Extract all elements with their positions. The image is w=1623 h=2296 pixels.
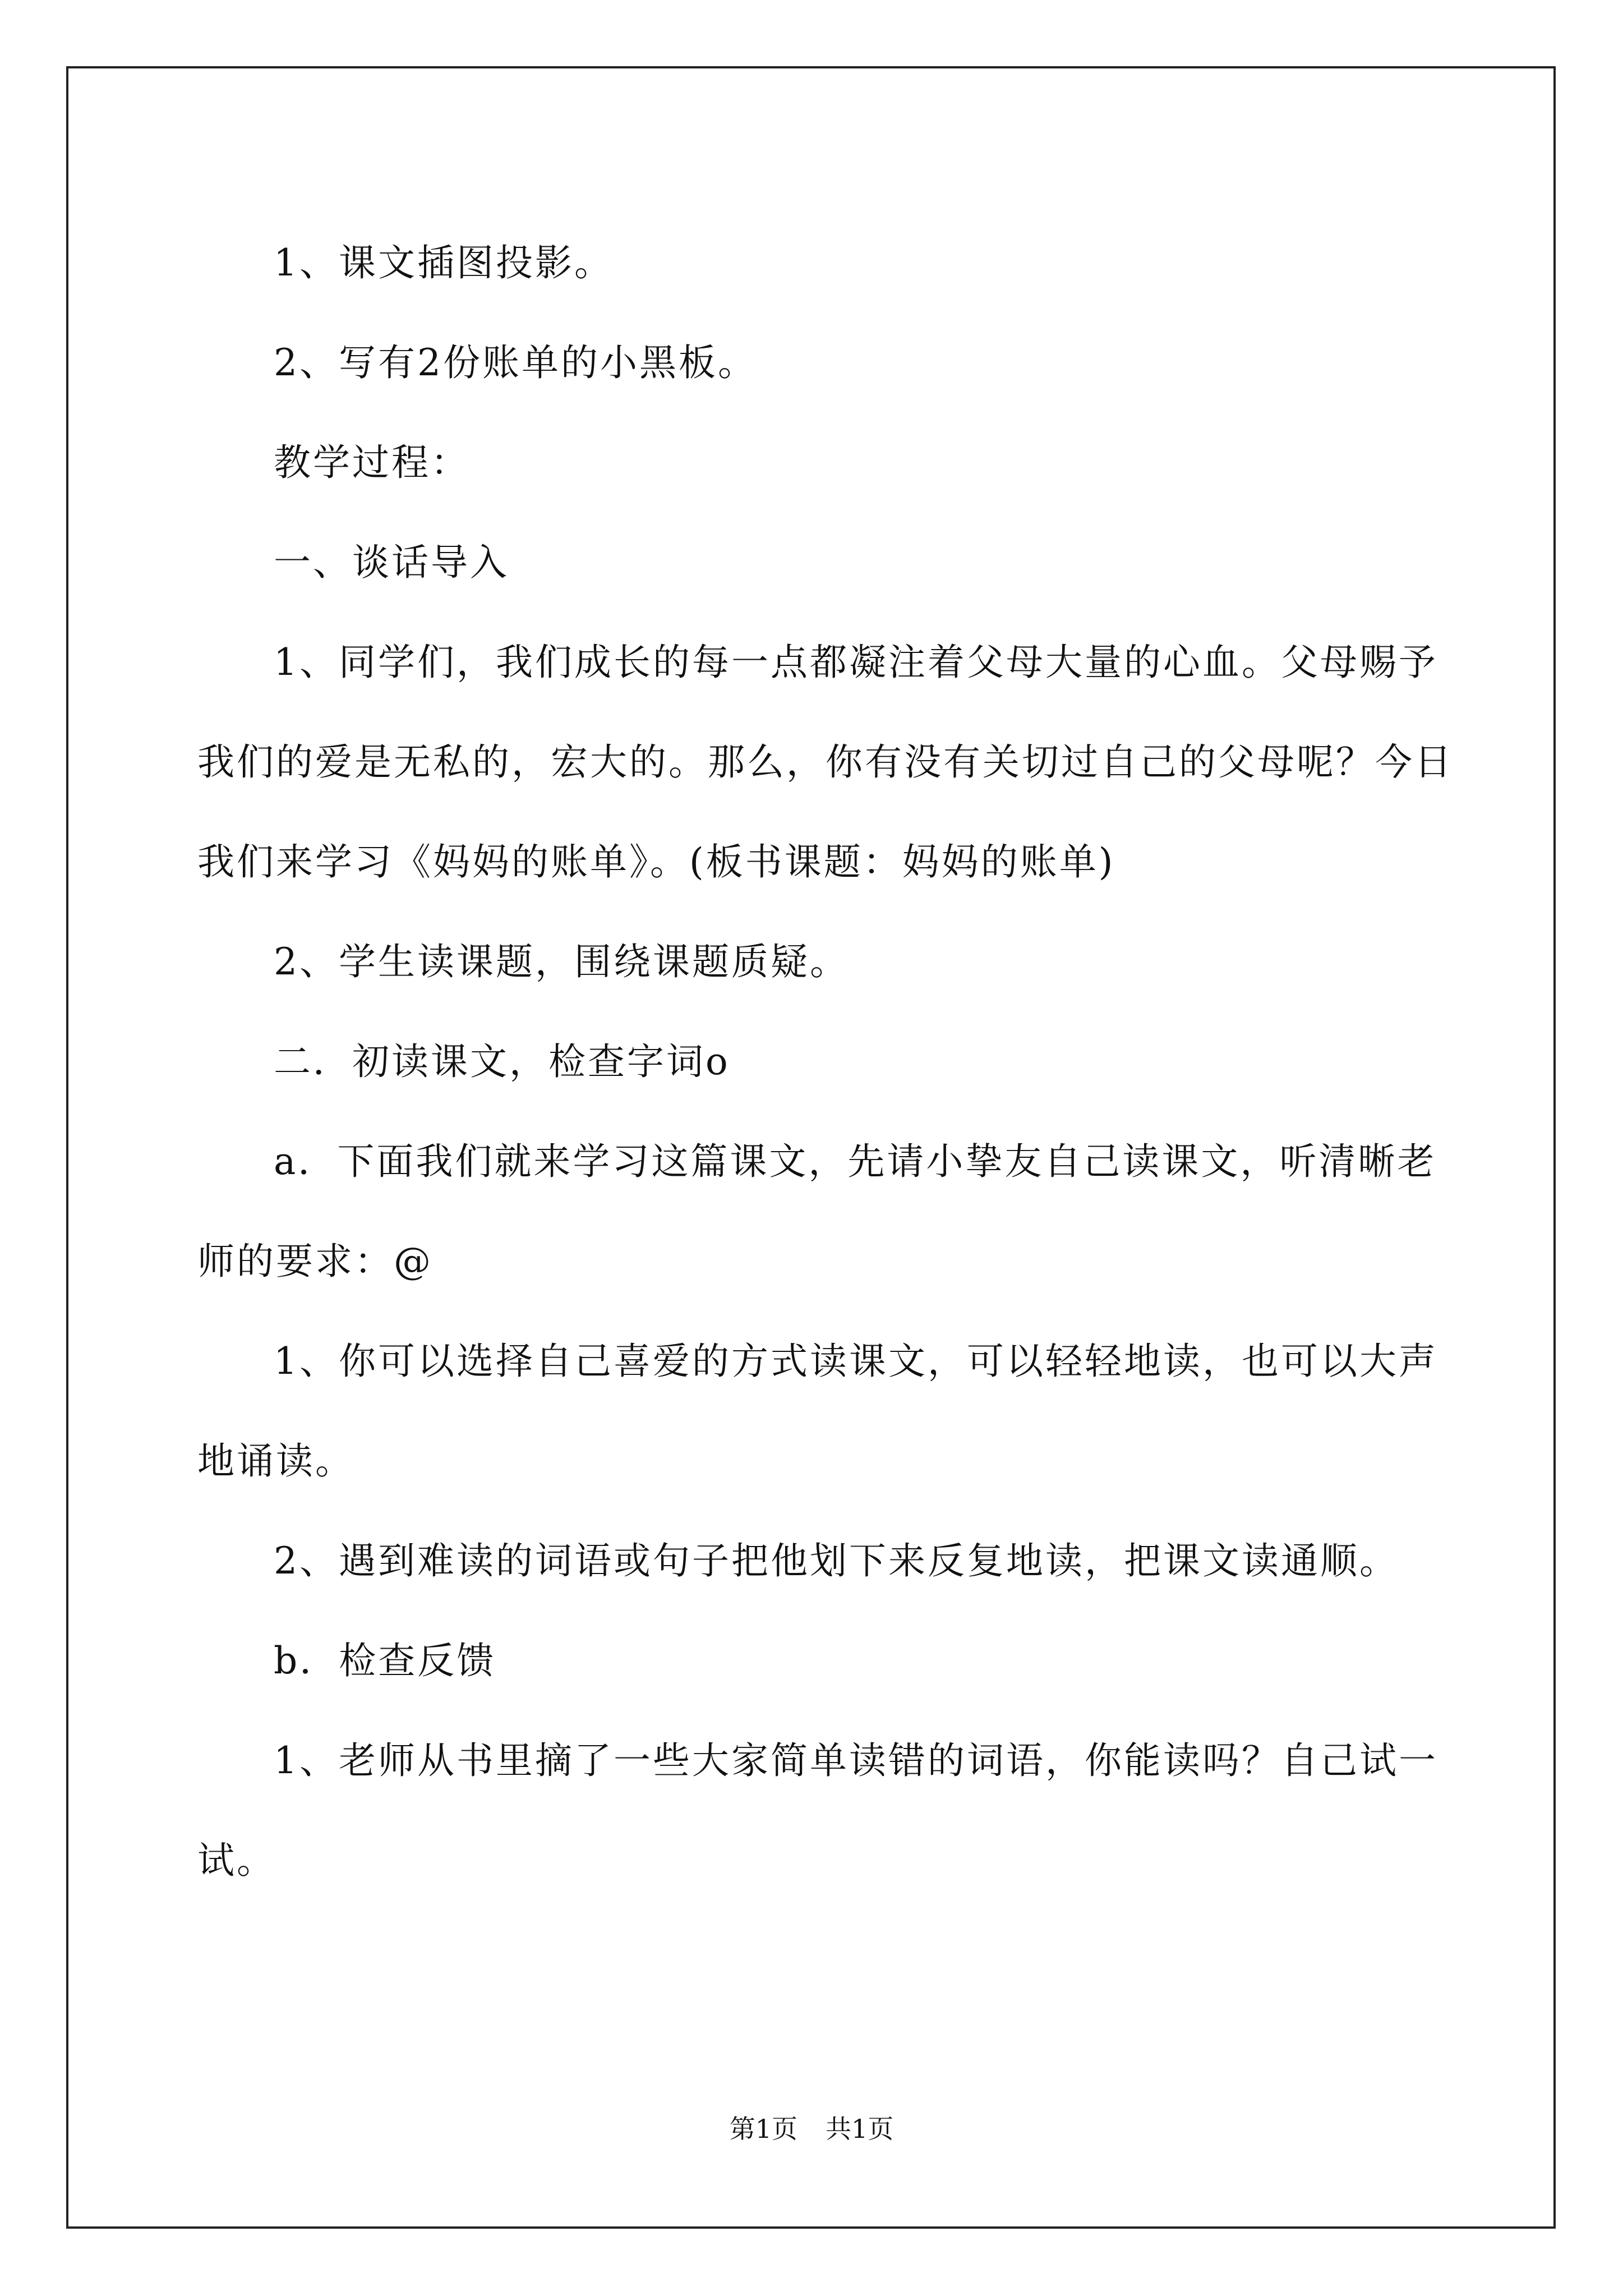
page-number-total: 共1页 bbox=[826, 2114, 894, 2144]
paragraph: 2、写有2份账单的小黑板。 bbox=[274, 341, 757, 384]
page-footer bbox=[0, 2112, 1623, 2146]
paragraph: 1、老师从书里摘了一些大家简单读错的词语，你能读吗？自己试一试。 bbox=[197, 1739, 1438, 1882]
paragraph: 2、学生读课题，围绕课题质疑。 bbox=[274, 940, 849, 983]
paragraph: a．下面我们就来学习这篇课文，先请小挚友自己读课文，听清晰老师的要求：@ bbox=[197, 1140, 1437, 1283]
section-heading: b．检查反馈 bbox=[274, 1639, 496, 1682]
section-heading: 二．初读课文，检查字词o bbox=[274, 1040, 730, 1083]
paragraph: 2、遇到难读的词语或句子把他划下来反复地读，把课文读通顺。 bbox=[274, 1539, 1399, 1582]
paragraph: 1、你可以选择自己喜爱的方式读课文，可以轻轻地读，也可以大声地诵读。 bbox=[197, 1340, 1438, 1483]
section-heading: 一、谈话导入 bbox=[274, 541, 509, 584]
paragraph: 教学过程： bbox=[274, 441, 470, 484]
document-body bbox=[197, 213, 1470, 1911]
paragraph: 1、同学们，我们成长的每一点都凝注着父母大量的心血。父母赐予我们的爱是无私的，宏大的。那么，你有没有关切过自己的父母呢？今日我们来学习《妈妈的账单》。(板书课题：妈妈的账单) bbox=[197, 641, 1454, 884]
page-number-current: 第1页 bbox=[729, 2114, 797, 2144]
paragraph: 1、课文插图投影。 bbox=[274, 241, 614, 284]
